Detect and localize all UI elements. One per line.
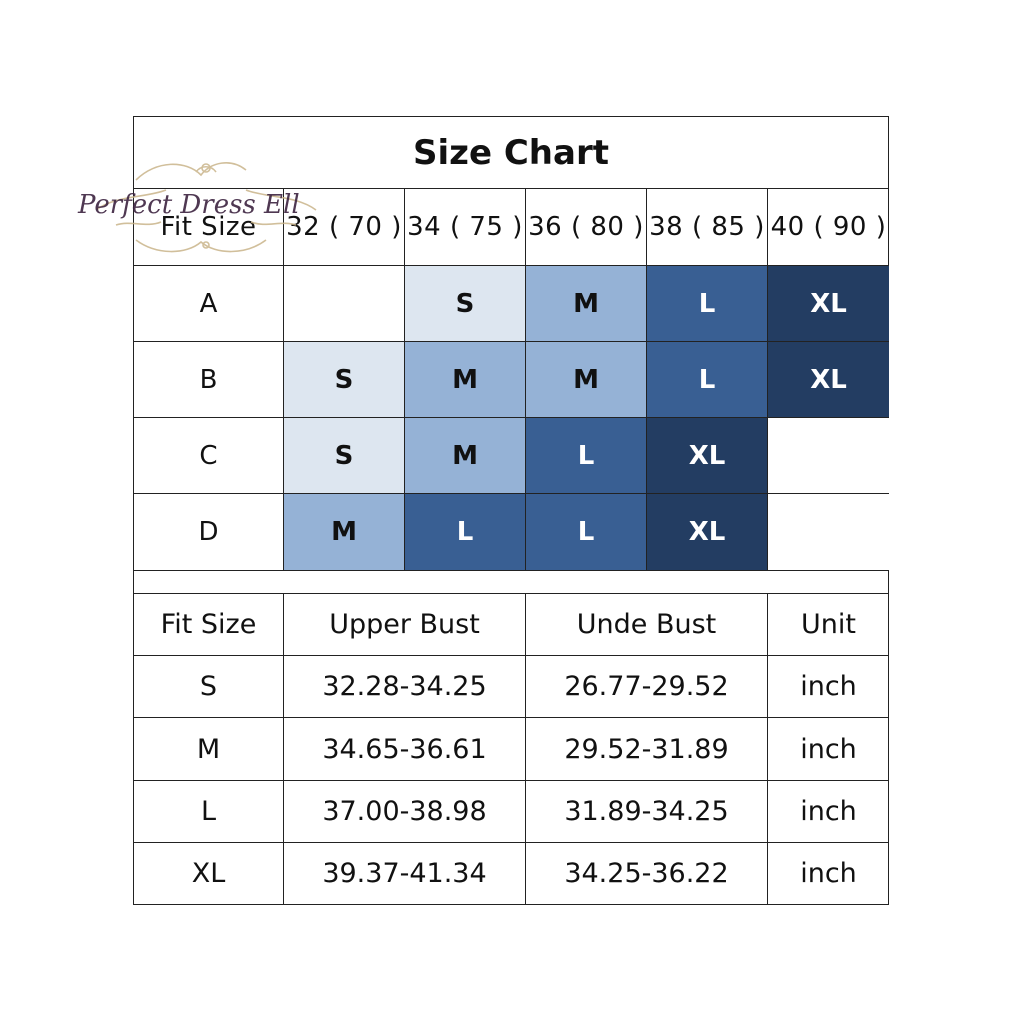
grid-size-cell: XL	[647, 494, 768, 571]
grid-size-cell: S	[405, 266, 526, 342]
measure-cell-unit: inch	[800, 858, 857, 889]
grid-size-cell: S	[284, 418, 405, 494]
grid-row-label: B	[134, 342, 284, 418]
grid-size-cell: M	[284, 494, 405, 571]
grid-size-cell: L	[526, 418, 647, 494]
measure-cell-under-bust: 34.25-36.22	[526, 843, 768, 904]
measure-cell-unit: inch	[768, 656, 889, 718]
grid-size-cell: M	[526, 266, 647, 342]
grid-size-cell	[284, 266, 405, 342]
measure-cell-unit: inch	[768, 718, 889, 781]
measure-header: Upper Bust	[284, 594, 526, 656]
grid-size-cell: L	[526, 494, 647, 571]
measure-cell-size: L	[134, 781, 284, 843]
table-spacer	[134, 571, 888, 594]
measure-header: Fit Size	[134, 594, 284, 656]
grid-size-cell: L	[647, 342, 768, 418]
grid-size-cell: XL	[647, 418, 768, 494]
grid-col-header: 40 ( 90 )	[768, 189, 889, 266]
grid-size-cell: L	[405, 494, 526, 571]
grid-row-label: A	[134, 266, 284, 342]
measure-cell-under-bust: 26.77-29.52	[526, 656, 768, 718]
grid-col-header: 38 ( 85 )	[647, 189, 768, 266]
grid-row-label: C	[134, 418, 284, 494]
measure-cell-size: S	[134, 656, 284, 718]
measure-cell-size: M	[134, 718, 284, 781]
chart-title: Size Chart	[134, 117, 888, 189]
grid-corner-label: Fit Size	[134, 189, 284, 266]
grid-size-cell: M	[405, 342, 526, 418]
grid-size-cell: L	[647, 266, 768, 342]
measure-cell-upper-bust: 37.00-38.98	[284, 781, 526, 843]
grid-col-header: 34 ( 75 )	[405, 189, 526, 266]
grid-col-header: 36 ( 80 )	[526, 189, 647, 266]
measure-cell-size: XL	[134, 843, 284, 904]
grid-size-cell: M	[405, 418, 526, 494]
size-chart	[133, 116, 889, 905]
grid-col-header: 32 ( 70 )	[284, 189, 405, 266]
grid-size-cell	[768, 418, 889, 494]
measure-cell-upper-bust: 34.65-36.61	[284, 718, 526, 781]
measure-header: Unit	[768, 594, 889, 656]
grid-size-cell: XL	[768, 266, 889, 342]
measure-cell-upper-bust: 32.28-34.25	[284, 656, 526, 718]
grid-row-label: D	[134, 494, 284, 571]
grid-size-cell: S	[284, 342, 405, 418]
grid-size-cell: M	[526, 342, 647, 418]
brand-watermark-text: Perfect Dress Ell	[78, 190, 300, 220]
measure-header: Unde Bust	[526, 594, 768, 656]
measure-cell-under-bust: 29.52-31.89	[526, 718, 768, 781]
measure-cell-unit: inch	[768, 781, 889, 843]
measure-cell-upper-bust: 39.37-41.34	[284, 843, 526, 904]
measure-cell-under-bust: 31.89-34.25	[526, 781, 768, 843]
grid-size-cell: XL	[768, 342, 889, 418]
grid-size-cell	[768, 494, 889, 571]
